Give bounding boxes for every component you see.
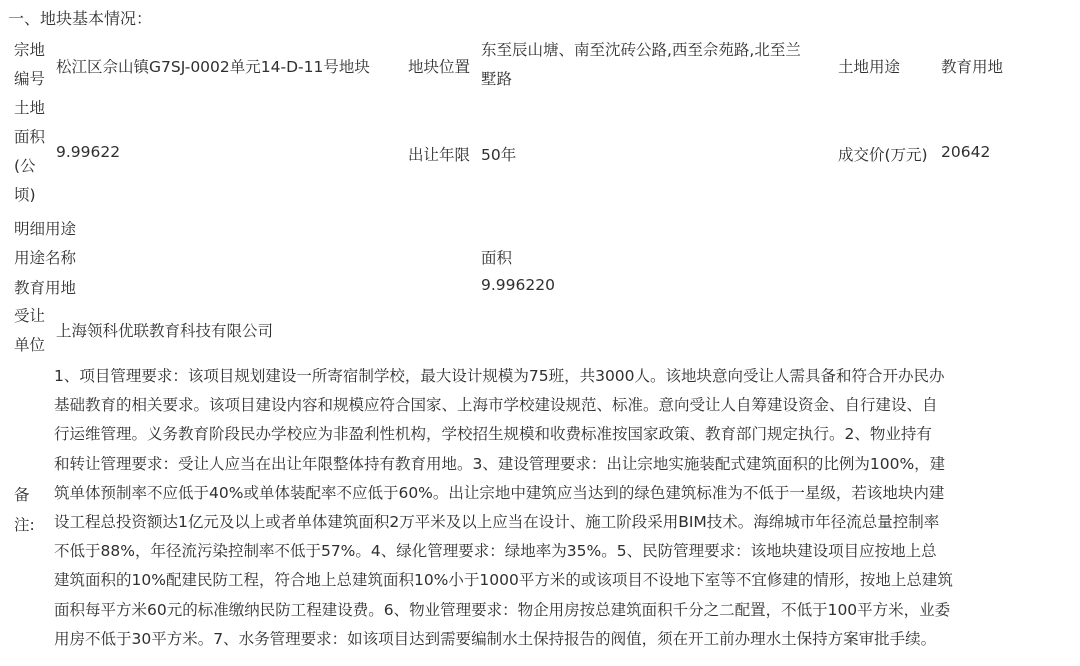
remarks-line: 建筑面积的10%配建民防工程，符合地上总建筑面积10%小于1000平方米的或该项目不设地下室等不宜修建的情形，按地上总建筑 — [54, 571, 953, 590]
parcel-id-label: 宗地 编号 — [14, 41, 46, 88]
remarks-line: 面积每平方米60元的标准缴纳民防工程建设费。6、物业管理要求：物企用房按总建筑面积千分之二配置，不低于100平方米，业委 — [54, 600, 951, 619]
detail-use-area: 9.996220 — [481, 276, 555, 294]
parcel-id-value: 松江区佘山镇G7SJ-0002单元14-D-11号地块 — [56, 58, 370, 76]
price-value: 20642 — [941, 143, 991, 161]
land-area-label: 土地 面积 (公 顷) — [14, 99, 46, 204]
price-label: 成交价(万元) — [838, 146, 928, 164]
remarks-line: 1、项目管理要求：该项目规划建设一所寄宿制学校，最大设计规模为75班，共3000人。该地块意向受让人需具备和符合开办民办 — [54, 367, 945, 385]
remarks-line: 不低于88%，年径流污染控制率不低于57%。4、绿化管理要求：绿地率为35%。5、民防管理要求：该地块建设项目应按地上总 — [54, 542, 937, 561]
remarks-line: 和转让管理要求：受让人应当在出让年限整体持有教育用地。3、建设管理要求：出让宗地实施装配式建筑面积的比例为100%，建 — [54, 454, 946, 473]
location-label: 地块位置 — [408, 58, 471, 76]
location-value: 东至辰山塘、南至沈砖公路,西至佘苑路,北至兰 墅路 — [481, 41, 801, 88]
term-label: 出让年限 — [408, 146, 471, 164]
detail-title: 明细用途 — [14, 220, 77, 238]
land-use-label: 土地用途 — [838, 58, 901, 76]
detail-col-use-name: 用途名称 — [14, 249, 77, 267]
remarks-text — [54, 362, 1054, 654]
transferee-value: 上海领科优联教育科技有限公司 — [56, 322, 274, 340]
remarks-label: 备 注: — [14, 486, 35, 534]
remarks-line: 用房不低于30平方米。7、水务管理要求：如该项目达到需要编制水土保持报告的阀值，须在开工前办理水土保持方案审批手续。 — [54, 629, 937, 648]
remarks-line: 基础教育的相关要求。该项目建设内容和规模应符合国家、上海市学校建设规范、标准。意向受让人自筹建设资金、自行建设、自 — [54, 396, 938, 415]
remarks-line: 筑单体预制率不应低于40%或单体装配率不应低于60%。出让宗地中建筑应当达到的绿色建筑标准为不低于一星级，若该地块内建 — [54, 483, 945, 502]
land-use-value: 教育用地 — [941, 58, 1004, 76]
remarks-line: 设工程总投资额达1亿元及以上或者单体建筑面积2万平米及以上应当在设计、施工阶段采用BIM技术。海绵城市年径流总量控制率 — [54, 513, 940, 532]
transferee-label: 受让 单位 — [14, 307, 46, 354]
detail-col-area: 面积 — [481, 249, 513, 267]
remarks-line: 行运维管理。义务教育阶段民办学校应为非盈利性机构，学校招生规模和收费标准按国家政策、教育部门规定执行。2、物业持有 — [54, 425, 932, 444]
term-value: 50年 — [481, 146, 517, 164]
section-title: 一、地块基本情况： — [8, 9, 153, 28]
land-area-value: 9.99622 — [56, 143, 121, 161]
detail-use-name: 教育用地 — [14, 279, 77, 297]
